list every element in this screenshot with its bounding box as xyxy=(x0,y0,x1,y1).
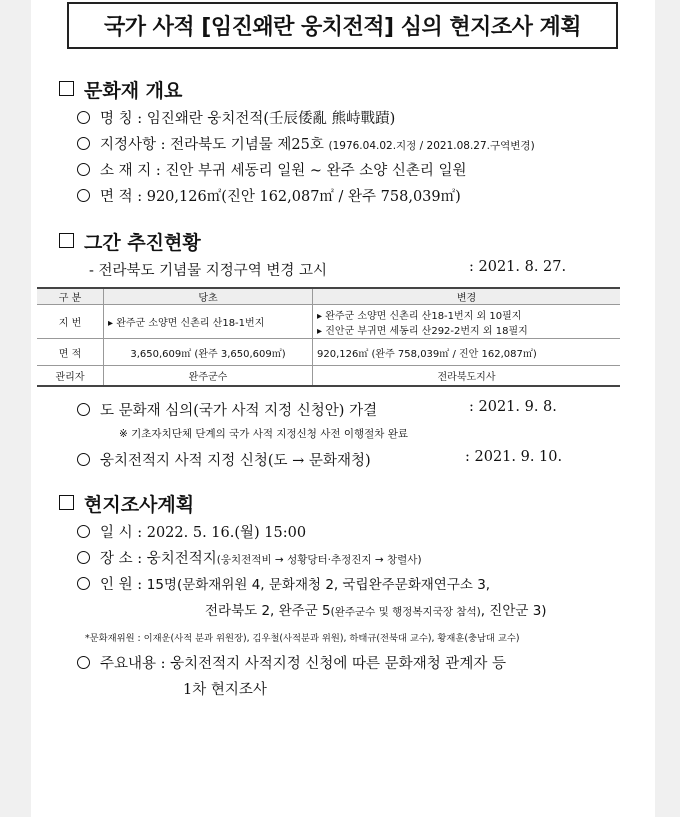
document-title: 국가 사적 [임진왜란 웅치전적] 심의 현지조사 계획 xyxy=(103,15,582,40)
progress-item-review-date: : 2021. 9. 8. xyxy=(469,399,557,415)
section-progress-heading: 그간 추진현황 xyxy=(59,228,201,255)
table-cell: 완주군수 xyxy=(104,366,313,386)
table-cell-line: ▸ 완주군 소양면 신촌리 산18-1번지 외 10필지 xyxy=(317,310,522,322)
circle-bullet-icon xyxy=(77,189,90,202)
table-cell: 920,126㎡ (완주 758,039㎡ / 진안 162,087㎡) xyxy=(313,339,621,366)
survey-place-row: 장 소 : 웅치전적지(웅치전적비 → 성황당터·추정진지 → 창렬사) xyxy=(77,547,422,568)
circle-bullet-icon xyxy=(77,111,90,124)
circle-bullet-icon xyxy=(77,551,90,564)
circle-bullet-icon xyxy=(77,403,90,416)
square-bullet-icon xyxy=(59,495,74,510)
progress-review-note: ※ 기초자치단체 단계의 국가 사적 지정신청 사전 이행절차 완료 xyxy=(119,428,409,440)
survey-committee-note: *문화재위원 : 이재운(사적 분과 위원장), 김우철(사적분과 위원), 하태규(전북대 교수), 황재훈(충남대 교수) xyxy=(85,633,520,644)
circle-bullet-icon xyxy=(77,137,90,150)
table-row-label: 관리자 xyxy=(37,366,104,386)
progress-item-review: 도 문화재 심의(국가 사적 지정 신청안) 가결 xyxy=(77,399,377,420)
table-row-label: 지 번 xyxy=(37,305,104,339)
circle-bullet-icon xyxy=(77,525,90,538)
table-row xyxy=(37,305,620,339)
circle-bullet-icon xyxy=(77,453,90,466)
overview-location-row: 소 재 지 : 진안 부귀 세동리 일원 ~ 완주 소양 신촌리 일원 xyxy=(77,159,467,180)
survey-date-row: 일 시 : 2022. 5. 16.(월) 15:00 xyxy=(77,521,306,542)
table-row-label: 면 적 xyxy=(37,339,104,366)
table-header: 변경 xyxy=(313,288,621,305)
square-bullet-icon xyxy=(59,233,74,248)
table-cell: 3,650,609㎡ (완주 3,650,609㎡) xyxy=(104,339,313,366)
survey-content-row: 주요내용 : 웅치전적지 사적지정 신청에 따른 문화재청 관계자 등 xyxy=(77,652,506,673)
table-header-row xyxy=(37,288,620,305)
circle-bullet-icon xyxy=(77,577,90,590)
section-overview-heading: 문화재 개요 xyxy=(59,76,182,103)
document-page xyxy=(31,0,655,817)
comparison-table xyxy=(37,287,620,387)
table-cell-line: ▸ 진안군 부귀면 세동리 산292-2번지 외 18필지 xyxy=(317,325,528,337)
table-row xyxy=(37,339,620,366)
circle-bullet-icon xyxy=(77,163,90,176)
progress-item-application-date: : 2021. 9. 10. xyxy=(465,449,563,465)
overview-area-row: 면 적 : 920,126㎡(진안 162,087㎡ / 완주 758,039㎡) xyxy=(77,185,461,206)
progress-item-notice: - 전라북도 기념물 지정구역 변경 고시 xyxy=(89,263,328,279)
survey-content-row-continued: 1차 현지조사 xyxy=(183,682,267,698)
table-cell: 전라북도지사 xyxy=(313,366,621,386)
progress-item-notice-date: : 2021. 8. 27. xyxy=(469,259,567,275)
survey-people-row: 인 원 : 15명(문화재위원 4, 문화재청 2, 국립완주문화재연구소 3, xyxy=(77,573,490,594)
table-row xyxy=(37,366,620,386)
table-header: 구 분 xyxy=(37,288,104,305)
section-survey-heading: 현지조사계획 xyxy=(59,490,194,517)
document-title-box xyxy=(67,2,618,49)
overview-name-row: 명 칭 : 임진왜란 웅치전적(壬辰倭亂 熊峙戰蹟) xyxy=(77,107,395,128)
table-cell: ▸ 완주군 소양면 신촌리 산18-1번지 xyxy=(104,305,313,339)
overview-designation-row: 지정사항 : 전라북도 기념물 제25호 (1976.04.02.지정 / 2021.08.27.구역변경) xyxy=(77,133,535,154)
circle-bullet-icon xyxy=(77,656,90,669)
table-header: 당초 xyxy=(104,288,313,305)
progress-item-application: 웅치전적지 사적 지정 신청(도 → 문화재청) xyxy=(77,449,371,470)
survey-people-row-continued: 전라북도 2, 완주군 5(완주군수 및 행정복지국장 참석), 진안군 3) xyxy=(205,603,547,619)
square-bullet-icon xyxy=(59,81,74,96)
table-cell xyxy=(313,305,621,339)
